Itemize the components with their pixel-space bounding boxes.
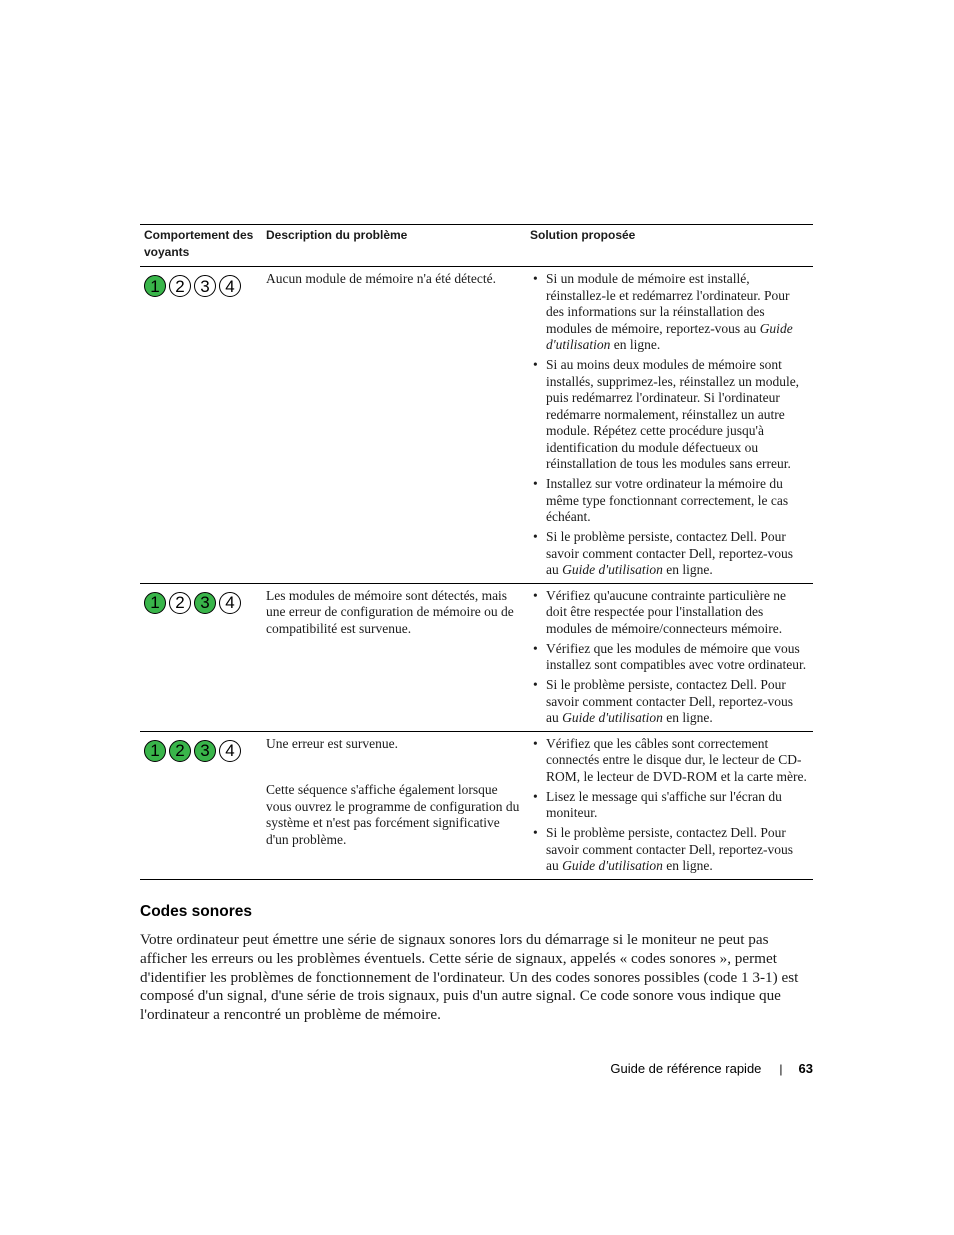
solution-text: Vérifiez que les modules de mémoire que vous installez sont compatibles avec votre ordinateur. xyxy=(546,640,807,672)
table-row xyxy=(140,583,813,731)
diagnostic-light-4-icon: 4 xyxy=(219,275,241,297)
solution-text: Si au moins deux modules de mémoire sont installés, supprimez-les, réinstallez un module, puis redémarrez l'ordinateur. Si l'ordinateur redémarre normalement, réinstallez un autre module. Répétez cette procédure jusqu'à identification du module défectueux ou réinstallation de tous les modules sans erreur. xyxy=(546,357,800,471)
problem-description-cell xyxy=(262,731,526,879)
footer-separator: | xyxy=(779,1061,783,1076)
diagnostic-lights xyxy=(144,736,258,762)
solution-text-end: en ligne. xyxy=(662,710,713,725)
diagnostic-light-3-icon: 3 xyxy=(194,740,216,762)
solution-list-item xyxy=(530,789,809,822)
section-title: Codes sonores xyxy=(140,903,252,920)
problem-description-cell xyxy=(262,267,526,584)
page-number: 63 xyxy=(798,1061,813,1076)
solution-list-item xyxy=(530,825,809,875)
diagnostic-light-4-icon: 4 xyxy=(219,740,241,762)
table-row xyxy=(140,731,813,879)
solution-text: Installez sur votre ordinateur la mémoire du même type fonctionnant correctement, le cas échéant. xyxy=(546,476,789,524)
diagnostic-light-2-icon: 2 xyxy=(169,740,191,762)
solution-list xyxy=(530,271,809,579)
solution-list-item xyxy=(530,357,809,473)
guide-reference: Guide d'utilisation xyxy=(562,858,663,873)
solution-list-item xyxy=(530,476,809,526)
diagnostic-light-1-icon: 1 xyxy=(144,275,166,297)
solution-text: Lisez le message qui s'affiche sur l'écran du moniteur. xyxy=(546,788,782,820)
problem-description-text: Les modules de mémoire sont détectés, mais une erreur de configuration de mémoire ou de compatibilité est survenue. xyxy=(266,587,514,636)
table-row xyxy=(140,267,813,584)
solution-text-end: en ligne. xyxy=(662,562,713,577)
suggested-solution-cell xyxy=(526,267,813,584)
diagnostic-light-3-icon: 3 xyxy=(194,275,216,297)
solution-text-end: en ligne. xyxy=(610,337,661,352)
guide-reference: Guide d'utilisation xyxy=(546,320,793,352)
diagnostic-light-1-icon: 1 xyxy=(144,740,166,762)
solution-list-item xyxy=(530,588,809,638)
solution-text: Vérifiez qu'aucune contrainte particulière ne doit être respectée pour l'installation des modules de mémoire/connecteurs mémoire. xyxy=(546,587,787,636)
solution-text: Si un module de mémoire est installé, réinstallez-le et redémarrez l'ordinateur. Pour des informations sur la réinstallation des modules de mémoire, reportez-vous au xyxy=(546,271,790,336)
solution-list-item xyxy=(530,641,809,674)
diagnostic-table-container xyxy=(140,224,813,880)
solution-list xyxy=(530,588,809,727)
section-body: Votre ordinateur peut émettre une série de signaux sonores lors du démarrage si le moniteur ne peut pas afficher les erreurs ou les problèmes éventuels. Cette série de signaux, appelés « codes sonores », permet d'identifier les problèmes de fonctionnement de l'ordinateur. Un des codes sonores possibles (code 1 3-1) est composé d'un signal, d'une série de trois signaux, puis d'un autre signal. Ce code sonore vous indique que l'ordinateur a rencontré un problème de mémoire. xyxy=(140,931,799,1024)
solution-list-item xyxy=(530,677,809,727)
solution-list xyxy=(530,736,809,875)
guide-reference: Guide d'utilisation xyxy=(562,562,663,577)
solution-text: Vérifiez que les câbles sont correctement connectés entre le disque dur, le lecteur de CD-ROM, le lecteur de DVD-ROM et la carte mère. xyxy=(546,735,807,784)
problem-description-text: Aucun module de mémoire n'a été détecté. xyxy=(266,271,496,286)
solution-text: Si le problème persiste, contactez Dell. Pour savoir comment contacter Dell, reportez-vous au xyxy=(546,529,794,577)
footer-guide-title: Guide de référence rapide xyxy=(610,1061,762,1076)
solution-list-item xyxy=(530,736,809,786)
problem-description-text: Une erreur est survenue. xyxy=(266,735,398,751)
diagnostic-light-4-icon: 4 xyxy=(219,592,241,614)
diagnostic-light-1-icon: 1 xyxy=(144,592,166,614)
problem-description-cell xyxy=(262,583,526,731)
solution-text-end: en ligne. xyxy=(662,858,713,873)
suggested-solution-cell xyxy=(526,731,813,879)
table-body xyxy=(140,267,813,880)
header-light-behavior: Comportement des voyants xyxy=(140,225,262,267)
solution-text: Si le problème persiste, contactez Dell. Pour savoir comment contacter Dell, reportez-vous au xyxy=(546,825,794,873)
header-problem-description: Description du problème xyxy=(262,225,526,267)
solution-list-item xyxy=(530,271,809,354)
diagnostic-light-2-icon: 2 xyxy=(169,592,191,614)
diagnostic-light-2-icon: 2 xyxy=(169,275,191,297)
diagnostic-lights-table xyxy=(140,224,813,880)
diagnostic-lights xyxy=(144,588,258,614)
solution-text: Si le problème persiste, contactez Dell. Pour savoir comment contacter Dell, reportez-vous au xyxy=(546,677,794,725)
suggested-solution-cell xyxy=(526,583,813,731)
diagnostic-light-3-icon: 3 xyxy=(194,592,216,614)
light-pattern-cell xyxy=(140,583,262,731)
solution-list-item xyxy=(530,529,809,579)
diagnostic-lights xyxy=(144,271,258,297)
guide-reference: Guide d'utilisation xyxy=(562,710,663,725)
problem-description-text: Cette séquence s'affiche également lorsque vous ouvrez le programme de configuration du système et n'est pas forcément significative d'un problème. xyxy=(266,782,520,847)
light-pattern-cell xyxy=(140,267,262,584)
page-footer xyxy=(610,1061,813,1076)
table-header-row xyxy=(140,225,813,267)
header-suggested-solution: Solution proposée xyxy=(526,225,813,267)
light-pattern-cell xyxy=(140,731,262,879)
